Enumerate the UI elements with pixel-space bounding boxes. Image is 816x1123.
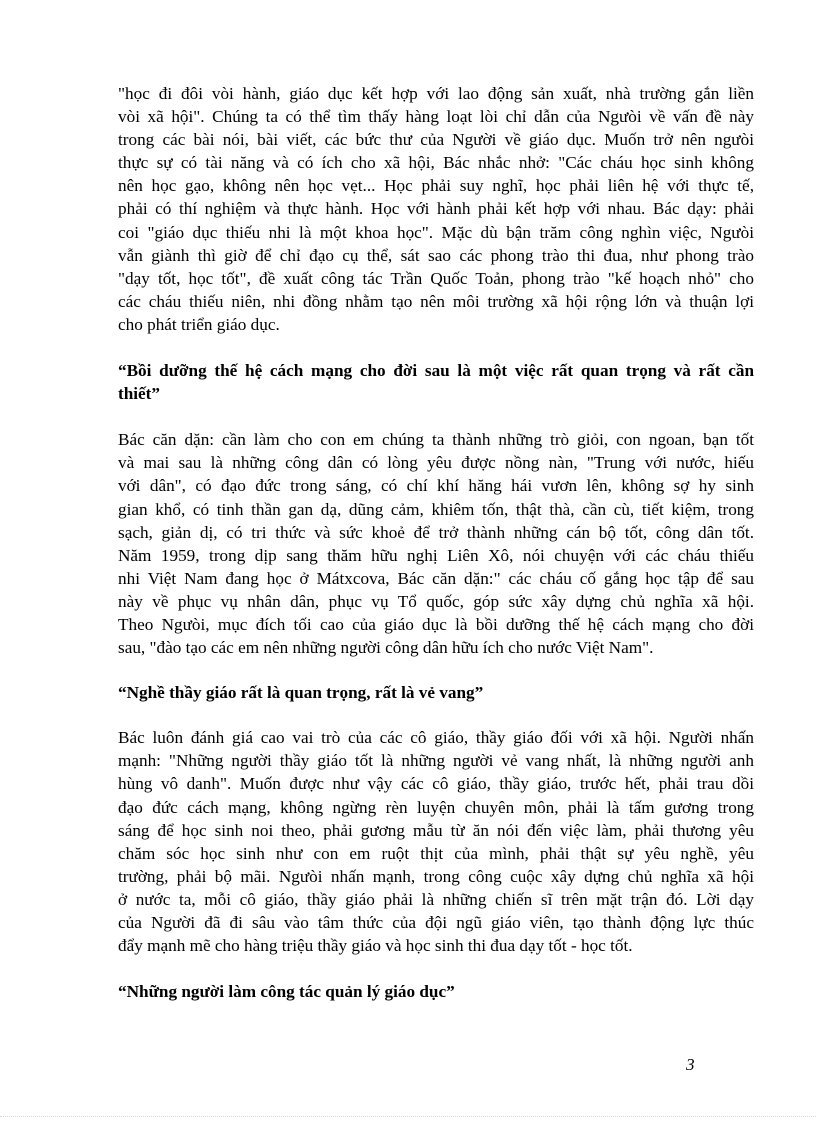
text-line: với dân", có đạo đức trong sáng, có chí khí hăng hái vươn lên, không sợ hy sinh	[118, 476, 754, 496]
text-line: Bác luôn đánh giá cao vai trò của các cô giáo, thầy giáo đối với xã hội. Người nhấn	[118, 728, 754, 748]
heading-line: thiết”	[118, 384, 161, 404]
text-line: phải có thí nghiệm và thực hành. Học với hành phải kết hợp với nhau. Bác dạy: phải	[118, 199, 754, 219]
page-bottom-rule	[0, 1116, 816, 1117]
text-line: vẫn giành thì giờ để chỉ đạo cụ thể, sát sao các phong trào thi đua, như phong trào	[118, 245, 754, 265]
text-line: đạo đức cách mạng, không ngừng rèn luyện chuyên môn, phải là tấm gương trong	[118, 797, 754, 817]
text-line: sạch, giản dị, có tri thức và sức khoẻ để trở thành những cán bộ tốt, công dân tốt.	[118, 522, 754, 542]
page-number: 3	[686, 1055, 695, 1074]
text-line: coi "giáo dục thiếu nhi là một khoa học". Mặc dù bận trăm công nghìn việc, Ngưòi	[118, 222, 754, 242]
text-line: sau, "đào tạo các em nên những người công dân hữu ích cho nước Việt Nam".	[118, 638, 654, 658]
text-line: của Người đã đi sâu vào tâm thức của đội ngũ giáo viên, tạo thành động lực thúc	[118, 913, 754, 932]
heading-line: “Bồi dưỡng thế hệ cách mạng cho đời sau là một việc rất quan trọng và rất cần	[118, 361, 754, 381]
text-line: thực sự có tài năng và có ích cho xã hội, Bác nhắc nhở: "Các cháu học sinh không	[118, 153, 754, 173]
paragraph-2	[118, 428, 754, 659]
paragraph-1	[118, 82, 754, 336]
text-line: các cháu thiếu niên, nhi đồng nhằm tạo nên môi trường xã hội rộng lớn và thuận lợi	[118, 291, 754, 311]
text-line: Năm 1959, trong dịp sang thăm hữu nghị Liên Xô, nói chuyện với các cháu thiếu	[118, 545, 754, 565]
text-line: "dạy tốt, học tốt", đề xuất công tác Trần Quốc Toản, phong trào "kế hoạch nhỏ" cho	[118, 268, 754, 288]
text-line: đẩy mạnh mẽ cho hàng triệu thầy giáo và học sinh thi đua dạy tốt - học tốt.	[118, 936, 633, 956]
heading-line: “Những người làm công tác quản lý giáo dục”	[118, 982, 455, 1002]
paragraph-3	[118, 726, 754, 957]
text-line: chăm sóc học sinh như con em ruột thịt của mình, phải thật sự yêu nghề, yêu	[118, 843, 754, 863]
text-line: trong các bài nói, bài viết, các bức thư của Người về giáo dục. Muốn trở nên ngưòi	[118, 130, 754, 150]
text-line: sáng để học sinh noi theo, phải gương mẫu từ ăn nói đến việc làm, phải thương yêu	[118, 820, 754, 840]
section-heading-1	[118, 359, 754, 405]
text-line: Theo Ngưòi, mục đích tối cao của giáo dục là bồi dưỡng thế hệ cách mạng cho đời	[118, 614, 754, 634]
heading-line: “Nghề thầy giáo rất là quan trọng, rất là vẻ vang”	[118, 683, 484, 703]
text-line: ở nước ta, mỗi cô giáo, thầy giáo phải là những chiến sĩ trên mặt trận đó. Lời dạy	[118, 889, 754, 909]
text-line: gian khổ, có tinh thần gan dạ, dũng cảm, khiêm tốn, thật thà, cần cù, tiết kiệm, trong	[118, 499, 754, 519]
section-heading-3	[118, 980, 754, 1003]
document-page	[118, 82, 754, 1003]
section-heading-2	[118, 681, 754, 704]
text-line: mạnh: "Những người thầy giáo tốt là những người vẻ vang nhất, là những người anh	[118, 751, 754, 771]
text-line: nên học gạo, không nên học vẹt... Học phải suy nghĩ, học phải liên hệ với thực tế,	[118, 176, 754, 196]
text-line: trường, phải bộ mãi. Ngưòi nhấn mạnh, trong công cuộc xây dựng chủ nghĩa xã hội	[118, 866, 754, 886]
text-line: hùng vô danh". Muốn được như vậy các cô giáo, thầy giáo, trước hết, phải trau dồi	[118, 774, 754, 794]
text-line: và mai sau là những công dân có lòng yêu được nồng nàn, "Trung với nước, hiếu	[118, 453, 754, 473]
text-line: cho phát triển giáo dục.	[118, 314, 280, 334]
text-line: này về phục vụ nhân dân, phục vụ Tổ quốc, góp sức xây dựng chủ nghĩa xã hội.	[118, 591, 754, 611]
text-line: Bác căn dặn: cần làm cho con em chúng ta thành những trò giỏi, con ngoan, bạn tốt	[118, 430, 754, 450]
text-line: "học đi đôi vòi hành, giáo dục kết hợp với lao động sản xuất, nhà trường gắn liền	[118, 84, 754, 103]
text-line: vòi xã hội". Chúng ta có thể tìm thấy hàng loạt lòi chỉ dẫn của Ngưòi về vấn đề này	[118, 107, 754, 127]
text-line: nhi Việt Nam đang học ở Mátxcova, Bác căn dặn:" các cháu cố gắng học tập để sau	[118, 568, 754, 588]
